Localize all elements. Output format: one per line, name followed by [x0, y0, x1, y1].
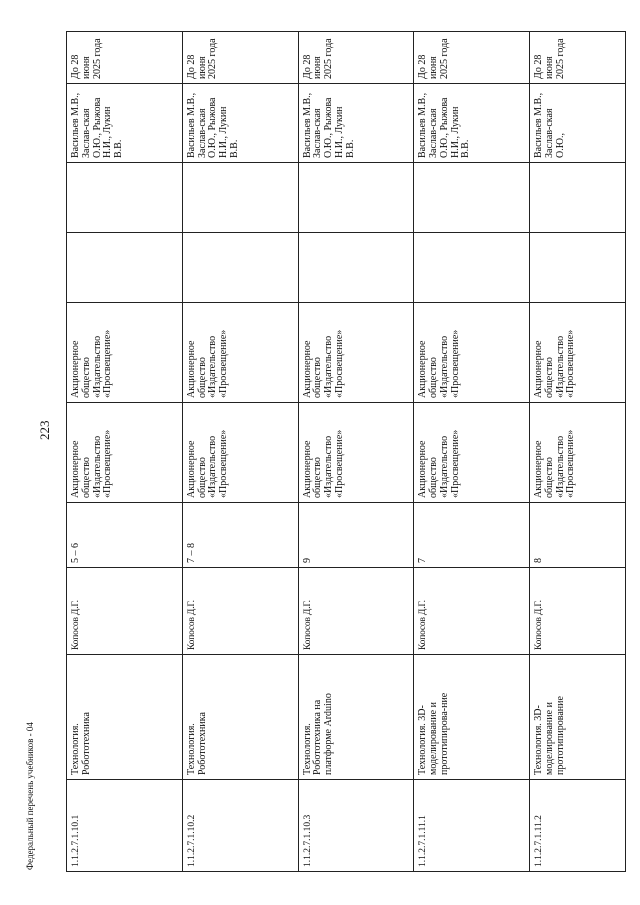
row-author: Копосов Д.Г. [298, 568, 414, 655]
footer-text: Федеральный перечень учебников - 04 [25, 722, 35, 870]
table-row [414, 32, 530, 872]
row-empty-cell [298, 163, 414, 233]
row-experts: Васильев М.В., Заслав-ская О.Ю., Рыжова Н.И., Лукин В.В. [67, 84, 183, 163]
row-title: Технология. 3D-моделирование и прототипирование [530, 655, 626, 780]
row-code: 1.1.2.7.1.11.2 [530, 780, 626, 872]
row-empty-cell [414, 233, 530, 303]
row-publisher: Акционерное общество «Издательство «Просвещение» [298, 403, 414, 503]
row-empty-cell [67, 233, 183, 303]
row-title: Технология. Робототехника [67, 655, 183, 780]
row-grade: 9 [298, 503, 414, 568]
row-experts: Васильев М.В., Заслав-ская О.Ю., Рыжова Н.И., Лукин В.В. [414, 84, 530, 163]
row-deadline: До 28 июня 2025 года [530, 32, 626, 84]
row-grade: 5 – 6 [67, 503, 183, 568]
row-author: Копосов Д.Г. [530, 568, 626, 655]
row-publisher: Акционерное общество «Издательство «Просвещение» [414, 403, 530, 503]
table-row [530, 32, 626, 872]
row-title: Технология. 3D-моделирование и прототипирова-ние [414, 655, 530, 780]
row-empty-cell [298, 233, 414, 303]
row-publisher-2: Акционерное общество «Издательство «Просвещение» [414, 303, 530, 403]
row-publisher: Акционерное общество «Издательство «Просвещение» [530, 403, 626, 503]
table-row [182, 32, 298, 872]
textbook-table-wrapper [66, 32, 626, 872]
row-empty-cell [530, 233, 626, 303]
table-row [67, 32, 183, 872]
row-publisher-2: Акционерное общество «Издательство «Просвещение» [298, 303, 414, 403]
row-experts: Васильев М.В., Заслав-ская О.Ю., Рыжова Н.И., Лукин В.В. [182, 84, 298, 163]
row-publisher-2: Акционерное общество «Издательство «Просвещение» [67, 303, 183, 403]
row-publisher: Акционерное общество «Издательство «Просвещение» [182, 403, 298, 503]
row-author: Копосов Д.Г. [414, 568, 530, 655]
row-grade: 8 [530, 503, 626, 568]
row-author: Копосов Д.Г. [67, 568, 183, 655]
row-publisher: Акционерное общество «Издательство «Просвещение» [67, 403, 183, 503]
row-deadline: До 28 июня 2025 года [67, 32, 183, 84]
row-deadline: До 28 июня 2025 года [414, 32, 530, 84]
row-code: 1.1.2.7.1.11.1 [414, 780, 530, 872]
row-empty-cell [182, 233, 298, 303]
row-title: Технология. Робототехника на платформе Arduino [298, 655, 414, 780]
row-empty-cell [67, 163, 183, 233]
row-deadline: До 28 июня 2025 года [182, 32, 298, 84]
row-author: Копосов Д.Г. [182, 568, 298, 655]
row-grade: 7 [414, 503, 530, 568]
row-code: 1.1.2.7.1.10.1 [67, 780, 183, 872]
row-empty-cell [414, 163, 530, 233]
row-code: 1.1.2.7.1.10.2 [182, 780, 298, 872]
row-empty-cell [530, 163, 626, 233]
page-number: 223 [37, 420, 52, 440]
row-grade: 7 – 8 [182, 503, 298, 568]
row-deadline: До 28 июня 2025 года [298, 32, 414, 84]
row-empty-cell [182, 163, 298, 233]
row-experts: Васильев М.В., Заслав-ская О.Ю., Рыжова Н.И., Лукин В.В. [298, 84, 414, 163]
row-title: Технология. Робототехника [182, 655, 298, 780]
textbook-table [66, 31, 626, 872]
row-publisher-2: Акционерное общество «Издательство «Просвещение» [182, 303, 298, 403]
row-experts: Васильев М.В., Заслав-ская О.Ю., [530, 84, 626, 163]
row-publisher-2: Акционерное общество «Издательство «Просвещение» [530, 303, 626, 403]
table-row [298, 32, 414, 872]
row-code: 1.1.2.7.1.10.3 [298, 780, 414, 872]
